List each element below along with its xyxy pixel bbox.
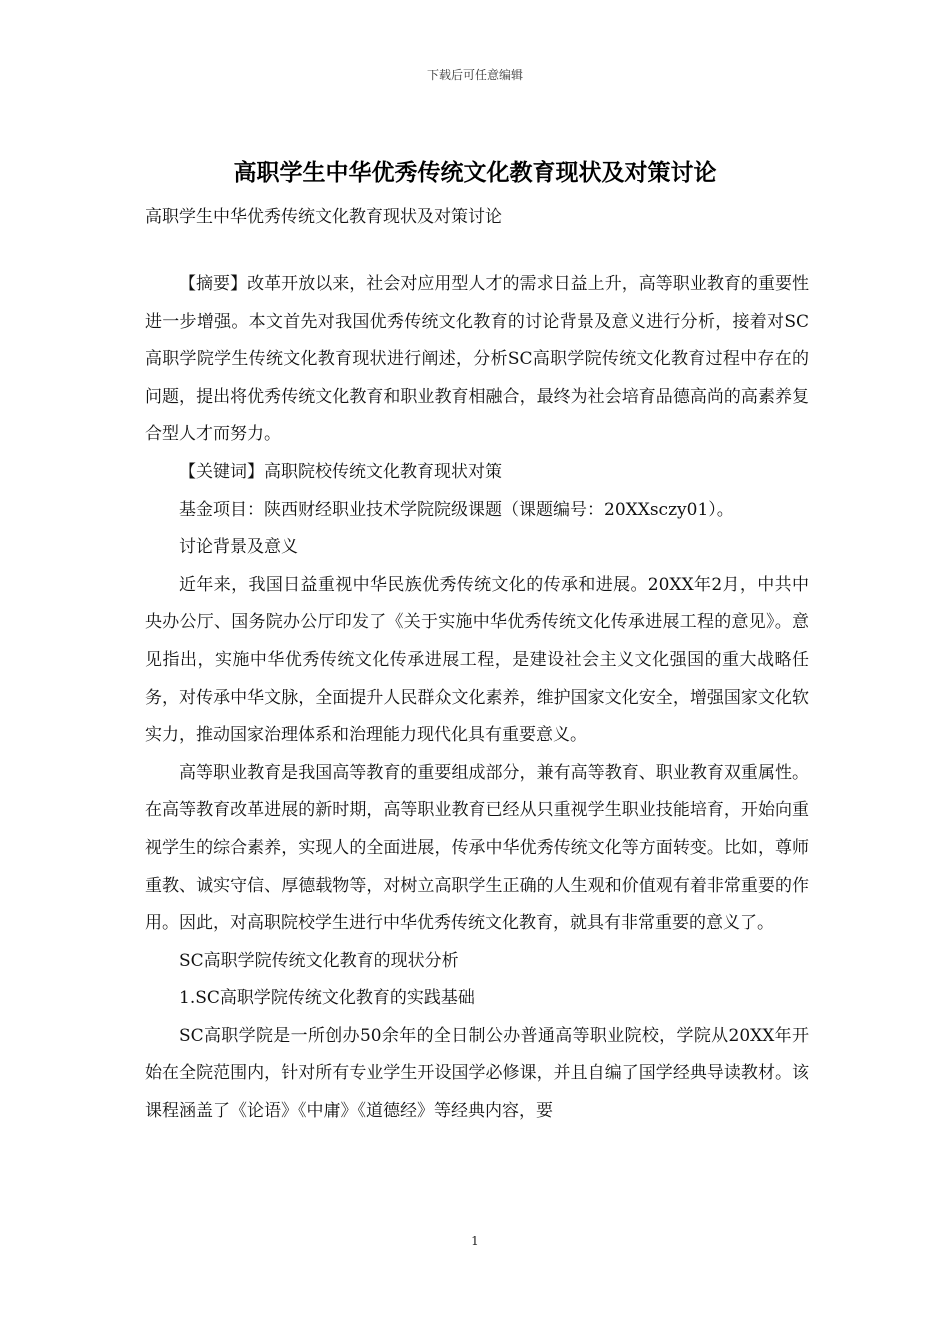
subsection-heading: 1.SC高职学院传统文化教育的实践基础 xyxy=(179,988,475,1009)
page-header-note: 下载后可任意编辑 xyxy=(426,68,523,82)
body-paragraph: 近年来，我国日益重视中华民族优秀传统文化的传承和进展。20XX年2月，中共中央办公厅、国务院办公厅印发了《关于实施中华优秀传统文化传承进展工程的意见》。意见指出，实施中华优秀传统文化传承进展工程，是建设社会主义文化强国的重大战略任务，对传承中华文脉，全面提升人民群众文化素养，维护国家文化安全，增强国家文化软实力，推动国家治理体系和治理能力现代化具有重要意义。 xyxy=(145,574,809,746)
document-subtitle: 高职学生中华优秀传统文化教育现状及对策讨论 xyxy=(145,207,502,227)
document-title: 高职学生中华优秀传统文化教育现状及对策讨论 xyxy=(233,159,717,186)
keywords-paragraph: 【关键词】高职院校传统文化教育现状对策 xyxy=(179,461,502,482)
abstract-paragraph: 【摘要】改革开放以来，社会对应用型人才的需求日益上升，高等职业教育的重要性进一步增强。本文首先对我国优秀传统文化教育的讨论背景及意义进行分析，接着对SC高职学院学生传统文化教育现状进行阐述，分析SC高职学院传统文化教育过程中存在的问题，提出将优秀传统文化教育和职业教育相融合，最终为社会培育品德高尚的高素养复合型人才而努力。 xyxy=(145,274,809,445)
page-number: 1 xyxy=(471,1234,479,1248)
fund-paragraph: 基金项目：陕西财经职业技术学院院级课题（课题编号：20XXsczy01）。 xyxy=(179,499,734,520)
document-body xyxy=(145,266,809,1131)
section-heading-status: SC高职学院传统文化教育的现状分析 xyxy=(179,950,459,971)
section-heading-background: 讨论背景及意义 xyxy=(179,537,298,558)
body-paragraph: SC高职学院是一所创办50余年的全日制公办普通高等职业院校，学院从20XX年开始在全院范围内，针对所有专业学生开设国学必修课，并且自编了国学经典导读教材。该课程涵盖了《论语》《中庸》《道德经》等经典内容，要 xyxy=(145,1025,809,1122)
body-paragraph: 高等职业教育是我国高等教育的重要组成部分，兼有高等教育、职业教育双重属性。在高等教育改革进展的新时期，高等职业教育已经从只重视学生职业技能培育，开始向重视学生的综合素养，实现人的全面进展，传承中华优秀传统文化等方面转变。比如，尊师重教、诚实守信、厚德载物等，对树立高职学生正确的人生观和价值观有着非常重要的作用。因此，对高职院校学生进行中华优秀传统文化教育，就具有非常重要的意义了。 xyxy=(145,762,809,934)
